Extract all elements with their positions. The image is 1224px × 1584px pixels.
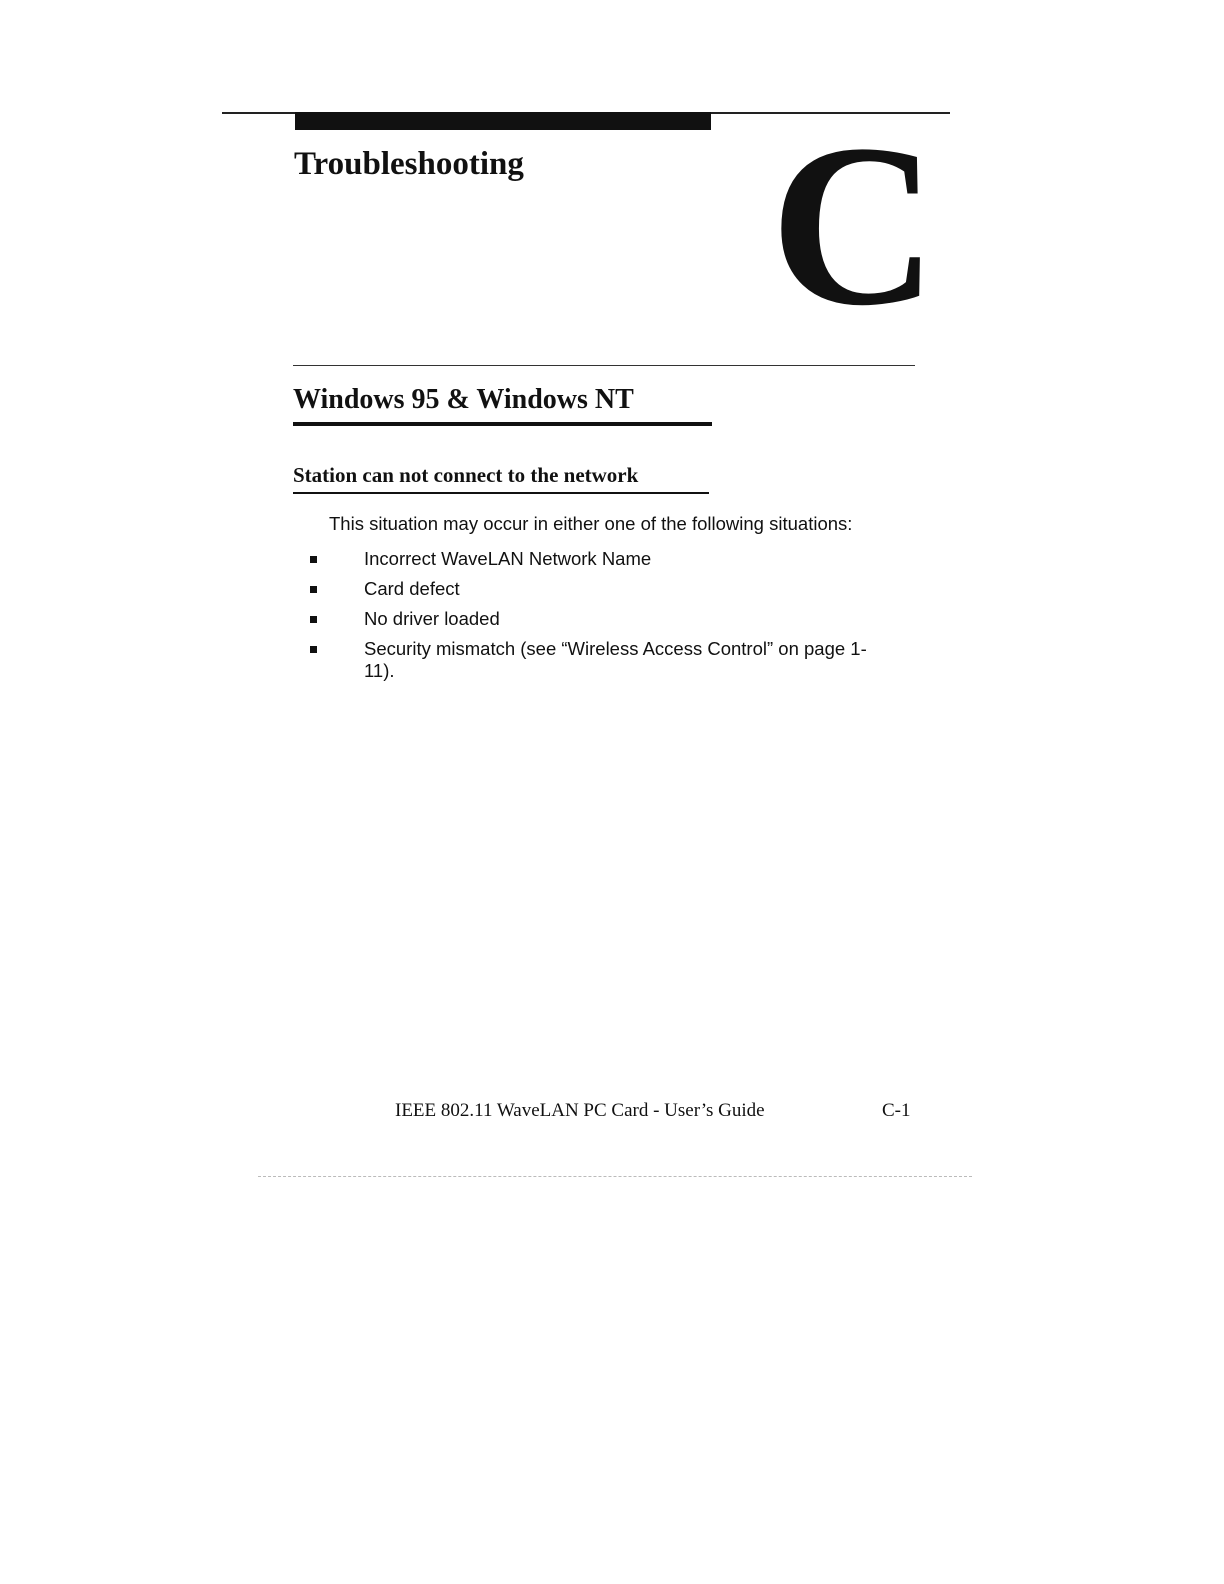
section-divider bbox=[293, 365, 915, 366]
list-item bbox=[310, 548, 910, 570]
list-item-text: Card defect bbox=[364, 578, 460, 599]
section-underline bbox=[293, 422, 712, 426]
list-item bbox=[310, 578, 910, 600]
chapter-letter: C bbox=[770, 97, 938, 354]
list-item-text: No driver loaded bbox=[364, 608, 500, 629]
list-item bbox=[310, 638, 894, 682]
chapter-title: Troubleshooting bbox=[294, 146, 524, 182]
footer-guide-title: IEEE 802.11 WaveLAN PC Card - User’s Guide bbox=[395, 1100, 765, 1121]
bullet-square-icon bbox=[310, 616, 317, 623]
bullet-square-icon bbox=[310, 556, 317, 563]
list-item-text: Security mismatch (see “Wireless Access Control” on page 1-11). bbox=[364, 638, 867, 681]
list-item-text: Incorrect WaveLAN Network Name bbox=[364, 548, 652, 569]
section-title: Windows 95 & Windows NT bbox=[293, 384, 634, 415]
bullet-square-icon bbox=[310, 646, 317, 653]
bullet-square-icon bbox=[310, 586, 317, 593]
situation-list bbox=[310, 548, 910, 690]
page-edge-artifact bbox=[258, 1176, 972, 1177]
footer-page-number: C-1 bbox=[882, 1100, 911, 1121]
subsection-underline bbox=[293, 492, 709, 494]
chapter-header-bar bbox=[295, 112, 711, 130]
list-item bbox=[310, 608, 910, 630]
intro-paragraph: This situation may occur in either one of the following situations: bbox=[329, 513, 853, 534]
subsection-title: Station can not connect to the network bbox=[293, 463, 639, 487]
